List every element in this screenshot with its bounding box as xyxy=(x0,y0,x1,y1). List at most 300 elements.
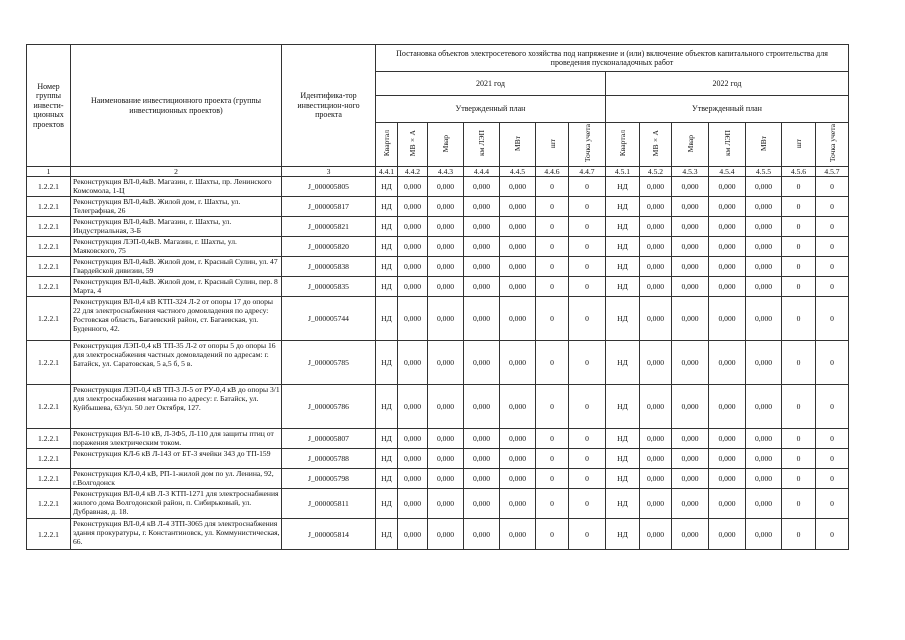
value-2021-cell: 0,000 xyxy=(398,429,428,449)
value-2022-cell: 0 xyxy=(782,217,816,237)
value-2022-cell: 0,000 xyxy=(746,297,782,341)
value-2021-cell: 0,000 xyxy=(500,341,536,385)
value-2021-cell: 0,000 xyxy=(398,519,428,550)
value-2021-cell: 0,000 xyxy=(500,469,536,489)
value-2021-cell: 0,000 xyxy=(500,197,536,217)
value-2021-cell: 0,000 xyxy=(500,489,536,519)
value-2022-cell: 0,000 xyxy=(672,469,709,489)
value-2022-cell: 0 xyxy=(816,197,849,217)
value-2022-cell: 0,000 xyxy=(672,297,709,341)
column-number: 4.4.2 xyxy=(398,167,428,177)
investment-table-sheet xyxy=(26,44,849,550)
value-2021-cell: 0,000 xyxy=(428,237,464,257)
project-id-cell: J_000005744 xyxy=(282,297,376,341)
group-number-cell: 1.2.2.1 xyxy=(27,277,71,297)
value-2022-cell: 0,000 xyxy=(672,257,709,277)
header-year-2022: 2022 год xyxy=(606,72,849,96)
value-2022-cell: 0,000 xyxy=(709,449,746,469)
column-number: 4.4.6 xyxy=(536,167,569,177)
value-2022-cell: 0,000 xyxy=(709,297,746,341)
value-2022-cell: 0,000 xyxy=(746,429,782,449)
value-2022-cell: НД xyxy=(606,217,640,237)
subheader-label: МВт xyxy=(759,135,768,152)
value-2022-cell: 0,000 xyxy=(640,341,672,385)
value-2022-cell: 0 xyxy=(782,177,816,197)
column-number: 4.4.7 xyxy=(569,167,606,177)
value-2022-cell: 0 xyxy=(816,297,849,341)
value-2021-cell: 0 xyxy=(536,177,569,197)
project-name-cell: Реконструкция ВЛ-0,4кВ. Жилой дом, г. Красный Сулин, ул. 47 Гвардейской дивизии, 59 xyxy=(71,257,282,277)
value-2022-cell: 0,000 xyxy=(746,385,782,429)
column-number-row xyxy=(27,167,849,177)
group-number-cell: 1.2.2.1 xyxy=(27,519,71,550)
column-number: 4.5.6 xyxy=(782,167,816,177)
project-id-cell: J_000005811 xyxy=(282,489,376,519)
value-2021-cell: 0,000 xyxy=(464,257,500,277)
value-2021-cell: 0 xyxy=(536,489,569,519)
value-2022-cell: 0 xyxy=(782,449,816,469)
subheader-2022-2 xyxy=(672,123,709,167)
value-2021-cell: 0,000 xyxy=(398,489,428,519)
investment-table xyxy=(26,44,849,550)
value-2022-cell: 0,000 xyxy=(709,385,746,429)
group-number-cell: 1.2.2.1 xyxy=(27,341,71,385)
value-2021-cell: 0,000 xyxy=(428,469,464,489)
value-2022-cell: 0,000 xyxy=(709,519,746,550)
value-2021-cell: 0,000 xyxy=(398,469,428,489)
subheader-label: МВт xyxy=(513,135,522,152)
value-2022-cell: 0 xyxy=(782,519,816,550)
column-number: 4.4.5 xyxy=(500,167,536,177)
subheader-label: МВ×А xyxy=(651,130,660,157)
value-2022-cell: 0 xyxy=(782,489,816,519)
project-name-cell: Реконструкция ЛЭП-0,4 кВ ТП-3 Л-5 от РУ-0,4 кВ до опоры 3/1 для электроснабжения магазина по адресу: г. Батайск, ул. Куйбышева, 63/ул. 50 лет Октября, 127. xyxy=(71,385,282,429)
value-2022-cell: 0 xyxy=(816,237,849,257)
value-2022-cell: 0,000 xyxy=(746,197,782,217)
value-2022-cell: 0,000 xyxy=(672,429,709,449)
value-2021-cell: 0,000 xyxy=(428,519,464,550)
group-number-cell: 1.2.2.1 xyxy=(27,237,71,257)
value-2021-cell: 0 xyxy=(536,277,569,297)
value-2022-cell: 0,000 xyxy=(672,341,709,385)
value-2022-cell: 0,000 xyxy=(709,237,746,257)
value-2022-cell: НД xyxy=(606,197,640,217)
project-name-cell: Реконструкция КЛ-0,4 кВ, РП-1-жилой дом по ул. Ленина, 92, г.Волгодонск xyxy=(71,469,282,489)
group-number-cell: 1.2.2.1 xyxy=(27,297,71,341)
value-2021-cell: 0,000 xyxy=(464,197,500,217)
subheader-2022-1 xyxy=(640,123,672,167)
header-group-number: Номер группы инвести-ционных проектов xyxy=(27,45,71,167)
value-2022-cell: 0 xyxy=(782,277,816,297)
value-2022-cell: НД xyxy=(606,237,640,257)
value-2021-cell: 0,000 xyxy=(464,429,500,449)
group-number-cell: 1.2.2.1 xyxy=(27,257,71,277)
subheader-2021-5 xyxy=(536,123,569,167)
value-2022-cell: НД xyxy=(606,519,640,550)
header-plan-2022: Утвержденный план xyxy=(606,96,849,123)
project-id-cell: J_000005807 xyxy=(282,429,376,449)
value-2021-cell: 0,000 xyxy=(500,277,536,297)
group-number-cell: 1.2.2.1 xyxy=(27,385,71,429)
subheader-label: км ЛЭП xyxy=(477,130,486,157)
value-2022-cell: 0,000 xyxy=(640,429,672,449)
value-2022-cell: 0 xyxy=(816,177,849,197)
value-2021-cell: 0 xyxy=(569,257,606,277)
value-2022-cell: 0 xyxy=(816,489,849,519)
header-identifier: Идентифика-тор инвестицион-ного проекта xyxy=(282,45,376,167)
subheader-2022-4 xyxy=(746,123,782,167)
project-name-cell: Реконструкция ВЛ-0,4 кВ Л-3 КТП-1271 для электроснабжения жилого дома Волгодонской район, п. Сибирьковый, ул. Дубравная, д. 18. xyxy=(71,489,282,519)
value-2022-cell: НД xyxy=(606,177,640,197)
table-row xyxy=(27,449,849,469)
project-name-cell: Реконструкция ВЛ-0,4кВ. Магазин, г. Шахты, пр. Ленинского Комсомола, 1-Ц xyxy=(71,177,282,197)
value-2021-cell: 0,000 xyxy=(428,385,464,429)
value-2021-cell: 0,000 xyxy=(464,449,500,469)
value-2021-cell: НД xyxy=(376,469,398,489)
value-2021-cell: 0 xyxy=(569,469,606,489)
value-2021-cell: 0,000 xyxy=(398,197,428,217)
column-number: 4.5.3 xyxy=(672,167,709,177)
table-row xyxy=(27,257,849,277)
value-2022-cell: 0 xyxy=(816,449,849,469)
table-row xyxy=(27,277,849,297)
value-2021-cell: 0,000 xyxy=(428,449,464,469)
subheader-2021-6 xyxy=(569,123,606,167)
subheader-label: шт xyxy=(547,138,557,149)
value-2021-cell: 0 xyxy=(536,519,569,550)
value-2022-cell: 0 xyxy=(816,469,849,489)
value-2021-cell: НД xyxy=(376,341,398,385)
subheader-2021-0 xyxy=(376,123,398,167)
column-number: 3 xyxy=(282,167,376,177)
project-id-cell: J_000005820 xyxy=(282,237,376,257)
value-2021-cell: 0,000 xyxy=(398,277,428,297)
value-2021-cell: 0,000 xyxy=(464,489,500,519)
value-2022-cell: НД xyxy=(606,469,640,489)
value-2022-cell: 0 xyxy=(816,429,849,449)
value-2021-cell: 0,000 xyxy=(500,449,536,469)
header-year-2021: 2021 год xyxy=(376,72,606,96)
value-2022-cell: 0,000 xyxy=(709,341,746,385)
value-2021-cell: 0,000 xyxy=(464,217,500,237)
column-number: 4.4.4 xyxy=(464,167,500,177)
value-2022-cell: 0,000 xyxy=(709,197,746,217)
value-2022-cell: НД xyxy=(606,429,640,449)
value-2021-cell: 0,000 xyxy=(500,429,536,449)
value-2022-cell: 0,000 xyxy=(746,217,782,237)
value-2021-cell: 0,000 xyxy=(398,217,428,237)
value-2021-cell: 0 xyxy=(569,197,606,217)
value-2022-cell: 0 xyxy=(816,385,849,429)
value-2022-cell: 0,000 xyxy=(640,519,672,550)
value-2021-cell: 0 xyxy=(569,217,606,237)
value-2022-cell: 0,000 xyxy=(640,217,672,237)
project-id-cell: J_000005817 xyxy=(282,197,376,217)
value-2021-cell: 0 xyxy=(536,449,569,469)
column-number: 4.4.1 xyxy=(376,167,398,177)
value-2021-cell: НД xyxy=(376,217,398,237)
value-2022-cell: 0,000 xyxy=(746,519,782,550)
value-2022-cell: 0,000 xyxy=(640,257,672,277)
subheader-label: Точка учета xyxy=(582,124,592,163)
value-2022-cell: 0,000 xyxy=(640,197,672,217)
value-2022-cell: НД xyxy=(606,449,640,469)
value-2021-cell: 0 xyxy=(569,277,606,297)
value-2022-cell: 0,000 xyxy=(746,177,782,197)
value-2022-cell: 0 xyxy=(782,257,816,277)
group-number-cell: 1.2.2.1 xyxy=(27,489,71,519)
value-2021-cell: 0 xyxy=(536,385,569,429)
value-2022-cell: 0,000 xyxy=(672,217,709,237)
value-2021-cell: 0 xyxy=(569,341,606,385)
subheader-label: км ЛЭП xyxy=(722,130,732,157)
value-2022-cell: 0 xyxy=(782,429,816,449)
value-2021-cell: 0,000 xyxy=(464,341,500,385)
project-name-cell: Реконструкция ВЛ-0,4кВ. Жилой дом, г. Красный Сулин, пер. 8 Марта, 4 xyxy=(71,277,282,297)
value-2021-cell: 0,000 xyxy=(428,277,464,297)
subheader-label: Мвар xyxy=(685,134,695,153)
table-row xyxy=(27,237,849,257)
value-2021-cell: 0 xyxy=(536,197,569,217)
value-2021-cell: 0,000 xyxy=(398,341,428,385)
value-2022-cell: 0,000 xyxy=(709,277,746,297)
value-2021-cell: НД xyxy=(376,449,398,469)
value-2022-cell: 0 xyxy=(782,237,816,257)
project-name-cell: Реконструкция ВЛ-0,4 кВ Л-4 ЗТП-3065 для электроснабжения здания прокуратуры, г. Константиновск, ул. Коммунистическая, 66. xyxy=(71,519,282,550)
value-2021-cell: 0 xyxy=(536,341,569,385)
column-number: 4.5.7 xyxy=(816,167,849,177)
value-2021-cell: 0,000 xyxy=(500,177,536,197)
subheader-2021-2 xyxy=(428,123,464,167)
value-2022-cell: 0,000 xyxy=(746,489,782,519)
value-2022-cell: 0,000 xyxy=(672,177,709,197)
column-number: 2 xyxy=(71,167,282,177)
table-body xyxy=(27,177,849,550)
subheader-label: Мвар xyxy=(441,134,450,153)
column-number: 4.5.1 xyxy=(606,167,640,177)
value-2021-cell: НД xyxy=(376,257,398,277)
header-main-title: Постановка объектов электросетевого хозяйства под напряжение и (или) включение объектов капитального строительства для проведения пусконаладочных работ xyxy=(376,45,849,72)
value-2021-cell: 0,000 xyxy=(398,385,428,429)
value-2021-cell: НД xyxy=(376,277,398,297)
value-2021-cell: 0,000 xyxy=(428,341,464,385)
value-2021-cell: НД xyxy=(376,177,398,197)
value-2022-cell: 0,000 xyxy=(746,277,782,297)
value-2021-cell: НД xyxy=(376,489,398,519)
value-2022-cell: НД xyxy=(606,341,640,385)
project-id-cell: J_000005786 xyxy=(282,385,376,429)
subheader-label: Квартал xyxy=(382,130,391,157)
value-2021-cell: 0,000 xyxy=(500,519,536,550)
value-2022-cell: 0,000 xyxy=(709,177,746,197)
value-2021-cell: 0,000 xyxy=(464,237,500,257)
value-2021-cell: 0,000 xyxy=(398,257,428,277)
value-2022-cell: 0 xyxy=(816,257,849,277)
value-2022-cell: 0,000 xyxy=(672,489,709,519)
project-name-cell: Реконструкция ВЛ-6-10 кВ, Л-3Ф5, Л-110 для защиты птиц от поражения электрическим током. xyxy=(71,429,282,449)
value-2021-cell: 0 xyxy=(569,237,606,257)
value-2022-cell: 0 xyxy=(782,197,816,217)
value-2022-cell: НД xyxy=(606,385,640,429)
value-2021-cell: 0,000 xyxy=(428,489,464,519)
column-number: 4.4.3 xyxy=(428,167,464,177)
column-number: 4.5.2 xyxy=(640,167,672,177)
value-2022-cell: 0,000 xyxy=(746,257,782,277)
table-row xyxy=(27,469,849,489)
value-2021-cell: НД xyxy=(376,385,398,429)
value-2021-cell: 0,000 xyxy=(464,277,500,297)
value-2022-cell: 0,000 xyxy=(672,277,709,297)
project-name-cell: Реконструкция ЛЭП-0,4 кВ ТП-35 Л-2 от опоры 5 до опоры 16 для электроснабжения частных домовладений по адресам: г. Батайск, ул. Саратовская, 5 а,5 б, 5 в. xyxy=(71,341,282,385)
value-2021-cell: НД xyxy=(376,237,398,257)
value-2021-cell: 0,000 xyxy=(428,197,464,217)
value-2022-cell: 0,000 xyxy=(672,449,709,469)
group-number-cell: 1.2.2.1 xyxy=(27,429,71,449)
project-id-cell: J_000005838 xyxy=(282,257,376,277)
project-id-cell: J_000005821 xyxy=(282,217,376,237)
value-2022-cell: НД xyxy=(606,277,640,297)
value-2022-cell: 0,000 xyxy=(640,469,672,489)
value-2021-cell: 0,000 xyxy=(464,177,500,197)
value-2022-cell: НД xyxy=(606,257,640,277)
value-2022-cell: 0,000 xyxy=(709,429,746,449)
project-name-cell: Реконструкция ВЛ-0,4кВ. Магазин, г. Шахты, ул. Индустриальная, 3-Б xyxy=(71,217,282,237)
value-2021-cell: 0,000 xyxy=(500,217,536,237)
value-2021-cell: 0,000 xyxy=(428,217,464,237)
value-2022-cell: 0,000 xyxy=(709,257,746,277)
table-row xyxy=(27,197,849,217)
value-2021-cell: 0 xyxy=(536,237,569,257)
table-row xyxy=(27,519,849,550)
project-id-cell: J_000005805 xyxy=(282,177,376,197)
value-2022-cell: 0,000 xyxy=(672,237,709,257)
value-2022-cell: 0,000 xyxy=(640,489,672,519)
value-2022-cell: 0,000 xyxy=(746,341,782,385)
table-row xyxy=(27,297,849,341)
value-2022-cell: 0 xyxy=(782,297,816,341)
subheader-2022-6 xyxy=(816,123,849,167)
value-2022-cell: 0,000 xyxy=(640,177,672,197)
header-project-name: Наименование инвестиционного проекта (группы инвестиционных проектов) xyxy=(71,45,282,167)
group-number-cell: 1.2.2.1 xyxy=(27,177,71,197)
value-2021-cell: 0 xyxy=(536,217,569,237)
value-2021-cell: 0,000 xyxy=(464,469,500,489)
subheader-2021-1 xyxy=(398,123,428,167)
project-id-cell: J_000005814 xyxy=(282,519,376,550)
value-2021-cell: 0,000 xyxy=(500,385,536,429)
table-row xyxy=(27,385,849,429)
table-row xyxy=(27,217,849,237)
value-2022-cell: 0,000 xyxy=(640,297,672,341)
value-2021-cell: 0,000 xyxy=(428,297,464,341)
value-2021-cell: 0 xyxy=(569,489,606,519)
project-id-cell: J_000005835 xyxy=(282,277,376,297)
value-2022-cell: 0,000 xyxy=(672,197,709,217)
value-2021-cell: 0 xyxy=(569,519,606,550)
value-2021-cell: 0 xyxy=(536,297,569,341)
table-row xyxy=(27,489,849,519)
value-2021-cell: 0 xyxy=(569,177,606,197)
value-2021-cell: 0 xyxy=(569,429,606,449)
value-2021-cell: 0,000 xyxy=(428,177,464,197)
group-number-cell: 1.2.2.1 xyxy=(27,197,71,217)
subheader-label: Точка учета xyxy=(827,124,837,163)
value-2022-cell: 0,000 xyxy=(640,277,672,297)
project-name-cell: Реконструкция ВЛ-0,4 кВ КТП-324 Л-2 от опоры 17 до опоры 22 для электроснабжения частного домовладения по адресу: Ростовская область, Багаевский район, ст. Багаевская, ул. Буденного, 42. xyxy=(71,297,282,341)
value-2021-cell: НД xyxy=(376,297,398,341)
project-name-cell: Реконструкция ВЛ-0,4кВ. Жилой дом, г. Шахты, ул. Телеграфная, 26 xyxy=(71,197,282,217)
value-2021-cell: 0,000 xyxy=(428,429,464,449)
value-2022-cell: 0 xyxy=(782,385,816,429)
value-2022-cell: НД xyxy=(606,489,640,519)
subheader-2021-4 xyxy=(500,123,536,167)
value-2022-cell: 0 xyxy=(816,519,849,550)
value-2021-cell: 0 xyxy=(536,257,569,277)
value-2021-cell: НД xyxy=(376,519,398,550)
value-2022-cell: 0 xyxy=(816,277,849,297)
value-2021-cell: 0,000 xyxy=(464,385,500,429)
value-2022-cell: 0,000 xyxy=(640,237,672,257)
value-2022-cell: 0,000 xyxy=(709,469,746,489)
value-2022-cell: 0 xyxy=(782,341,816,385)
subheader-label: Квартал xyxy=(618,130,627,157)
group-number-cell: 1.2.2.1 xyxy=(27,217,71,237)
value-2021-cell: 0,000 xyxy=(398,449,428,469)
value-2022-cell: НД xyxy=(606,297,640,341)
value-2021-cell: НД xyxy=(376,197,398,217)
column-number: 4.5.4 xyxy=(709,167,746,177)
value-2022-cell: 0 xyxy=(816,217,849,237)
project-id-cell: J_000005798 xyxy=(282,469,376,489)
value-2021-cell: 0,000 xyxy=(500,297,536,341)
project-id-cell: J_000005788 xyxy=(282,449,376,469)
project-name-cell: Реконструкция КЛ-6 кВ Л-143 от БТ-3 ячейки 343 до ТП-159 xyxy=(71,449,282,469)
subheader-2022-0 xyxy=(606,123,640,167)
table-row xyxy=(27,341,849,385)
value-2021-cell: 0 xyxy=(536,429,569,449)
subheader-label: шт xyxy=(794,138,803,149)
value-2021-cell: 0 xyxy=(569,297,606,341)
value-2022-cell: 0,000 xyxy=(709,217,746,237)
project-id-cell: J_000005785 xyxy=(282,341,376,385)
table-row xyxy=(27,177,849,197)
column-number: 1 xyxy=(27,167,71,177)
group-number-cell: 1.2.2.1 xyxy=(27,469,71,489)
value-2021-cell: 0 xyxy=(536,469,569,489)
value-2022-cell: 0,000 xyxy=(640,449,672,469)
value-2022-cell: 0,000 xyxy=(746,237,782,257)
table-row xyxy=(27,429,849,449)
subheader-2022-5 xyxy=(782,123,816,167)
value-2021-cell: 0,000 xyxy=(428,257,464,277)
value-2022-cell: 0,000 xyxy=(640,385,672,429)
value-2022-cell: 0,000 xyxy=(672,385,709,429)
value-2021-cell: 0,000 xyxy=(500,237,536,257)
subheader-2022-3 xyxy=(709,123,746,167)
header-plan-2021: Утвержденный план xyxy=(376,96,606,123)
value-2021-cell: 0,000 xyxy=(464,519,500,550)
value-2021-cell: 0,000 xyxy=(464,297,500,341)
value-2021-cell: 0 xyxy=(569,385,606,429)
value-2022-cell: 0 xyxy=(816,341,849,385)
column-number: 4.5.5 xyxy=(746,167,782,177)
value-2022-cell: 0,000 xyxy=(672,519,709,550)
value-2021-cell: 0,000 xyxy=(398,237,428,257)
value-2021-cell: 0 xyxy=(569,449,606,469)
project-name-cell: Реконструкция ЛЭП-0,4кВ. Магазин, г. Шахты, ул. Маяковского, 75 xyxy=(71,237,282,257)
value-2022-cell: 0,000 xyxy=(709,489,746,519)
value-2022-cell: 0,000 xyxy=(746,469,782,489)
